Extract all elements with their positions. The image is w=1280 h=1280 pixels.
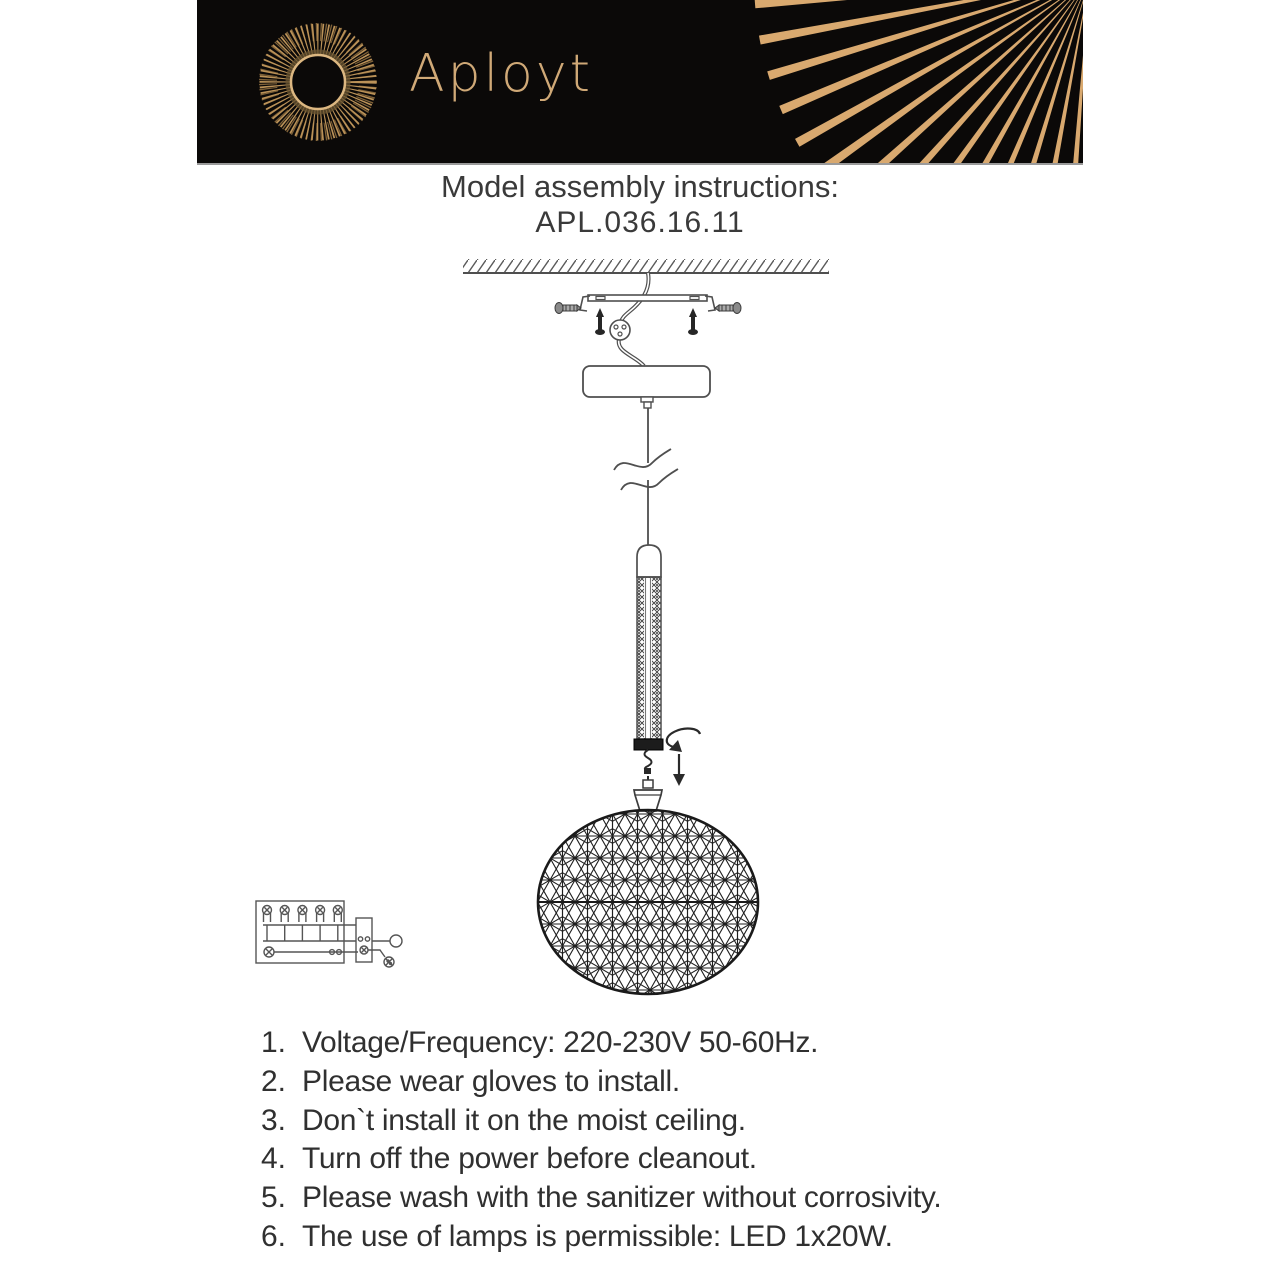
crossed-lamp-symbol	[384, 957, 394, 967]
item-number: 2.	[260, 1064, 286, 1098]
pendant-lamp-assembly-diagram	[420, 252, 880, 1022]
item-number: 4.	[260, 1142, 286, 1176]
list-item	[252, 1024, 1052, 1063]
item-number: 6.	[260, 1219, 286, 1253]
wire-twist-connector	[610, 320, 630, 340]
item-text: Don`t install it on the moist ceiling.	[302, 1103, 746, 1137]
down-arrow-icon	[673, 754, 685, 786]
screw-up-left	[595, 308, 605, 335]
item-text: Turn off the power before cleanout.	[302, 1142, 757, 1176]
list-item	[252, 1140, 1052, 1179]
model-number: APL.036.16.11	[535, 206, 745, 239]
lamp-symbol	[390, 935, 402, 947]
lamp-holder-cone	[634, 790, 662, 811]
suspension-cord	[614, 408, 678, 546]
item-text: Please wear gloves to install.	[302, 1064, 680, 1098]
brand-logotype: Aployt	[409, 44, 594, 104]
list-item	[252, 1063, 1052, 1102]
ray-fan-icon	[754, 0, 1083, 163]
ground-screw	[264, 947, 274, 957]
banner-graphics	[197, 0, 1083, 163]
terminal-block-wiring-diagram	[246, 891, 421, 981]
title-block	[240, 168, 1040, 241]
item-number: 3.	[260, 1103, 286, 1137]
item-text: Voltage/Frequency: 220-230V 50-60Hz.	[302, 1026, 819, 1059]
rod	[634, 545, 663, 750]
screw-up-right	[688, 308, 698, 335]
screw-left	[555, 303, 581, 314]
item-text: Please wash with the sanitizer without corrosivity.	[302, 1181, 942, 1215]
break-squiggle	[614, 449, 671, 470]
item-text: The use of lamps is permissible: LED 1x20W.	[302, 1219, 893, 1253]
supply-wire	[610, 273, 649, 366]
rod-end-band	[634, 739, 663, 750]
screw-right	[715, 303, 741, 314]
rotate-arrow-icon	[667, 729, 700, 752]
item-number: 1.	[260, 1026, 286, 1059]
instruction-list	[252, 1024, 1052, 1257]
item-number: 5.	[260, 1181, 286, 1215]
brand-banner	[197, 0, 1083, 165]
sunburst-icon	[268, 32, 368, 132]
rod-top-cap	[637, 545, 661, 577]
ceiling-hatch	[463, 259, 829, 273]
list-item	[252, 1102, 1052, 1141]
terminal-screws	[263, 906, 343, 923]
page-title: Model assembly instructions:	[441, 169, 839, 204]
ceiling-canopy	[583, 366, 710, 408]
sphere-shade	[536, 808, 760, 996]
connector-parts	[643, 750, 653, 788]
list-item	[252, 1179, 1052, 1218]
list-item	[252, 1218, 1052, 1257]
